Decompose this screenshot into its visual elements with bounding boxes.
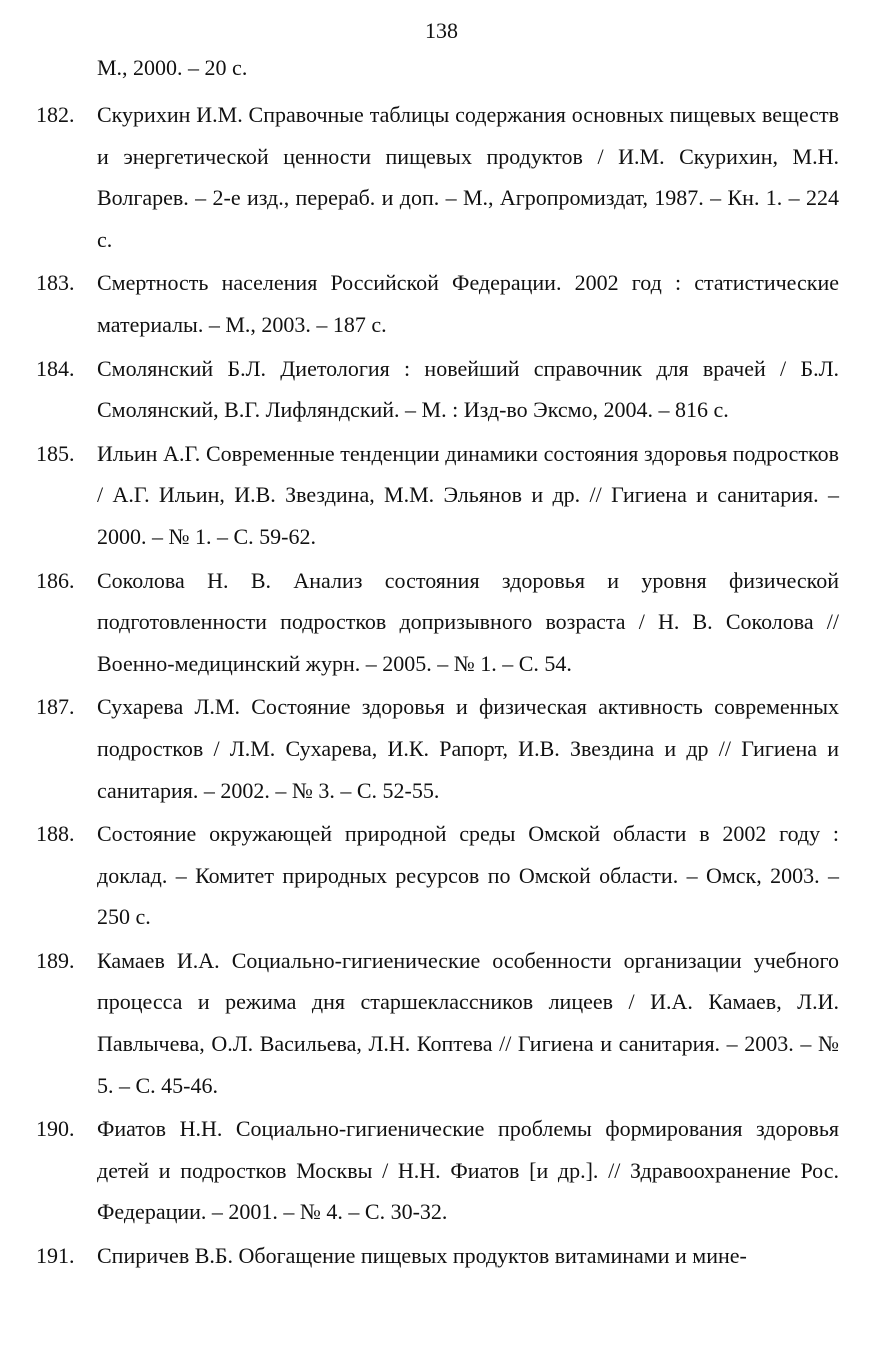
reference-text: Смертность населения Российской Федерации. 2002 год : статистические материалы. – М., 2003. – 187 с. — [97, 270, 839, 337]
reference-item — [0, 813, 883, 938]
reference-item — [0, 433, 883, 558]
reference-item — [0, 94, 883, 260]
page-number: 138 — [425, 18, 458, 43]
reference-item — [0, 1108, 883, 1233]
reference-text: Смолянский Б.Л. Диетология : новейший справочник для врачей / Б.Л. Смолянский, В.Г. Лифляндский. – М. : Изд-во Эксмо, 2004. – 816 с. — [97, 355, 839, 423]
reference-item — [0, 1235, 883, 1277]
reference-number: 190. — [36, 1116, 75, 1142]
reference-item — [0, 348, 883, 431]
reference-text: Состояние окружающей природной среды Омской области в 2002 году : доклад. – Комитет природных ресурсов по Омской области. – Омск, 2003. – 250 с. — [97, 821, 839, 930]
reference-number: 188. — [36, 821, 75, 847]
reference-item — [0, 262, 883, 345]
reference-item — [0, 686, 883, 811]
reference-text: Скурихин И.М. Справочные таблицы содержания основных пищевых веществ и энергетической ценности пищевых продуктов / И.М. Скурихин, М.Н. Волгарев. – 2-е изд., перераб. и доп. – М., Агропромиздат, 1987. – Кн. 1. – 224 с. — [97, 102, 839, 252]
reference-number: 191. — [36, 1243, 75, 1269]
reference-number: 185. — [36, 440, 75, 466]
reference-item — [0, 560, 883, 685]
reference-text: Ильин А.Г. Современные тенденции динамики состояния здоровья подростков / А.Г. Ильин, И.В. Звездина, М.М. Эльянов и др. // Гигиена и санитария. – 2000. – № 1. – С. 59-62. — [97, 440, 839, 549]
reference-text: Камаев И.А. Социально-гигиенические особенности организации учебного процесса и режима дня старшеклассников лицеев / И.А. Камаев, Л.И. Павлычева, О.Л. Васильева, Л.Н. Коптева // Гигиена и санитария. – 2003. – № 5. – С. 45-46. — [97, 947, 839, 1098]
reference-list — [0, 94, 883, 1279]
reference-number: 183. — [36, 270, 75, 296]
reference-number: 189. — [36, 947, 75, 973]
reference-number: 186. — [36, 567, 75, 593]
reference-item — [0, 940, 883, 1106]
reference-text: Спиричев В.Б. Обогащение пищевых продуктов витаминами и мине- — [97, 1243, 747, 1269]
reference-number: 187. — [36, 694, 75, 720]
reference-number: 182. — [36, 102, 75, 127]
reference-number: 184. — [36, 355, 75, 381]
reference-text: Сухарева Л.М. Состояние здоровья и физическая активность современных подростков / Л.М. Сухарева, И.К. Рапорт, И.В. Звездина и др // Гигиена и санитария. – 2002. – № 3. – С. 52-55. — [97, 694, 839, 803]
reference-text: Соколова Н. В. Анализ состояния здоровья и уровня физической подготовленности подростков допризывного возраста / Н. В. Соколова // Военно-медицинский журн. – 2005. – № 1. – С. 54. — [97, 567, 839, 676]
reference-text: Фиатов Н.Н. Социально-гигиенические проблемы формирования здоровья детей и подростков Москвы / Н.Н. Фиатов [и др.]. // Здравоохранение Рос. Федерации. – 2001. – № 4. – С. 30-32. — [97, 1116, 839, 1225]
continuation-line: М., 2000. – 20 с. — [97, 55, 248, 80]
